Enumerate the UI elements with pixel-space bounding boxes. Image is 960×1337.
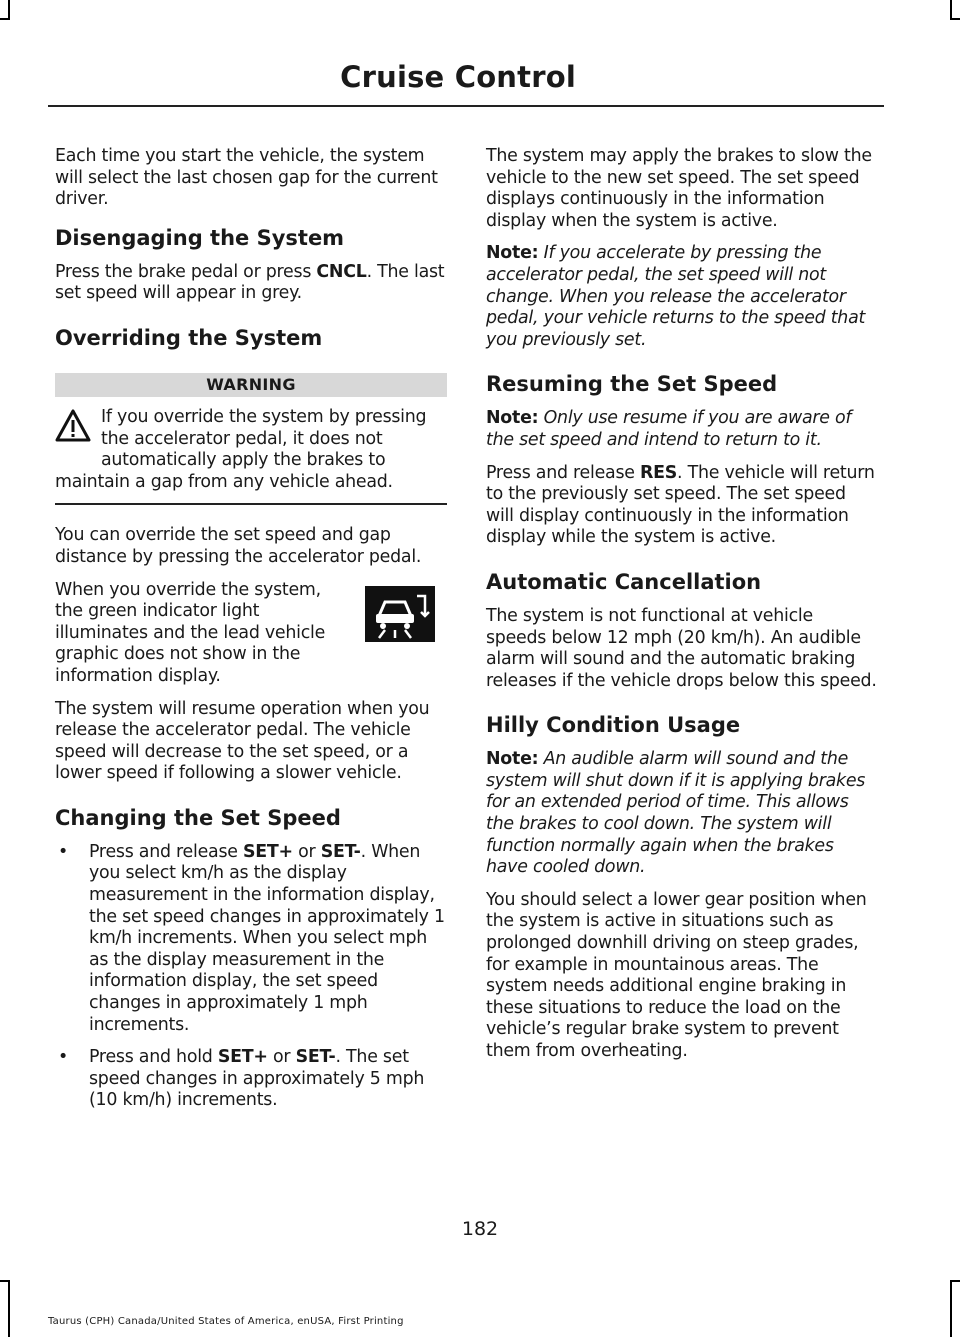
resume-note: Note: Only use resume if you are aware of the set speed and intend to return to it. xyxy=(486,408,852,450)
accelerate-note: Note: If you accelerate by pressing the accelerator pedal, the set speed will not change. When you release the accelerator pedal, your vehicle returns to the speed that you previously set. xyxy=(486,243,866,350)
bullet: • xyxy=(58,1047,69,1068)
cncl-button-label: CNCL xyxy=(316,261,367,282)
resume-paragraph: Press and release RES. The vehicle will return to the previously set speed. The set speed will display continuously in the information display while the system is active. xyxy=(486,462,875,548)
hilly-paragraph: You should select a lower gear position when the system is active in situations such as prolonged downhill driving on steep grades, for example in mountainous areas. The system needs additional engine braking in these situations to reduce the load on the vehicle’s regular brake system to prevent them from overheating. xyxy=(486,889,867,1061)
changing-list xyxy=(55,842,447,1112)
hilly-heading: Hilly Condition Usage xyxy=(486,713,741,738)
bullet: • xyxy=(58,841,69,862)
warning-box xyxy=(55,407,447,493)
right-column xyxy=(486,146,878,1074)
crop-mark xyxy=(950,1280,960,1282)
warning-label: WARNING xyxy=(55,373,447,397)
res-button-label: RES xyxy=(640,462,678,483)
automatic-cancellation-paragraph: The system is not functional at vehicle speeds below 12 mph (20 km/h). An audible alarm will sound and the automatic braking releases if the vehicle drops below this speed. xyxy=(486,605,877,691)
crop-mark xyxy=(950,0,952,20)
left-column xyxy=(55,146,447,1123)
warning-triangle-icon xyxy=(55,409,91,450)
automatic-cancellation-heading: Automatic Cancellation xyxy=(486,569,762,594)
disengaging-paragraph: Press the brake pedal or press CNCL. The last set speed will appear in grey. xyxy=(55,261,445,304)
changing-heading: Changing the Set Speed xyxy=(55,805,341,830)
warning-divider xyxy=(55,503,447,505)
warning-text: If you override the system by pressing the accelerator pedal, it does not automatically apply the brakes to maintain a gap from any vehicle ahead. xyxy=(55,406,427,492)
override-paragraph-1: You can override the set speed and gap distance by pressing the accelerator pedal. xyxy=(55,525,422,567)
list-item: • Press and release SET+ or SET-. When you select km/h as the display measurement in the information display, the set speed changes in approximately 1 km/h increments. When you select mph as the display measurement in the information display, the set speed changes in approximately 1 mph increments. xyxy=(58,841,445,1035)
crop-mark xyxy=(950,1280,952,1337)
disengaging-heading: Disengaging the System xyxy=(55,225,345,250)
crop-mark xyxy=(0,1280,10,1282)
hilly-note: Note: An audible alarm will sound and the system will shut down if it is applying brakes for an extended period of time. This allows the brakes to cool down. The system will function normally again when the brakes have cooled down. xyxy=(486,749,866,878)
set-speed-paragraph: The system may apply the brakes to slow the vehicle to the new set speed. The set speed displays continuously in the information display when the system is active. xyxy=(486,146,872,231)
crop-mark xyxy=(0,18,10,20)
crop-mark xyxy=(8,1280,10,1337)
page-number: 182 xyxy=(461,1218,499,1240)
list-item: • Press and hold SET+ or SET-. The set speed changes in approximately 5 mph (10 km/h) increments. xyxy=(58,1047,425,1111)
intro-paragraph: Each time you start the vehicle, the system will select the last chosen gap for the current driver. xyxy=(55,146,438,210)
resuming-heading: Resuming the Set Speed xyxy=(486,372,778,397)
override-paragraph-2: When you override the system, the green indicator light illuminates and the lead vehicle graphic does not show in the information display. xyxy=(55,580,447,688)
crop-mark xyxy=(8,0,10,20)
footer-text: Taurus (CPH) Canada/United States of America, enUSA, First Printing xyxy=(48,1316,404,1327)
header-divider xyxy=(48,105,884,107)
crop-mark xyxy=(950,18,960,20)
page-title: Cruise Control xyxy=(340,60,576,94)
overriding-heading: Overriding the System xyxy=(55,325,323,350)
override-paragraph-3: The system will resume operation when you release the accelerator pedal. The vehicle speed will decrease to the set speed, or a lower speed if following a slower vehicle. xyxy=(55,698,430,784)
cruise-control-indicator-icon xyxy=(365,586,435,649)
